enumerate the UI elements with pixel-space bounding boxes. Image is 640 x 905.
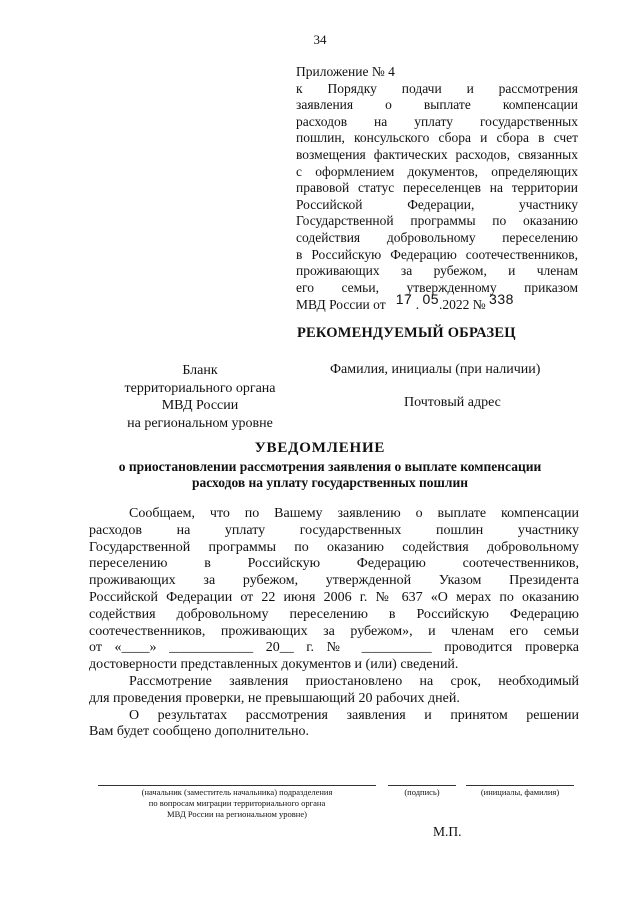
- name-caption: (инициалы, фамилия): [480, 787, 560, 797]
- caption-line: МВД России на региональном уровне): [167, 809, 307, 819]
- official-position-line: [98, 785, 376, 786]
- blank-line: на региональном уровне: [127, 415, 273, 431]
- blank-line: территориального органа: [124, 380, 276, 396]
- appendix-line: с оформлением документов, определяющих: [296, 163, 578, 179]
- order-year: .2022: [439, 297, 470, 313]
- notice-subtitle: [90, 459, 570, 491]
- notice-body: [89, 506, 579, 741]
- stamp-placeholder: М.П.: [433, 824, 462, 839]
- appendix-line: заявления о выплате компенсации: [296, 97, 578, 113]
- official-position-caption: [98, 787, 376, 820]
- order-number: 338: [489, 291, 514, 308]
- order-no-label: №: [472, 297, 486, 313]
- body-line: Рассмотрение заявления приостановлено на срок, необходимый: [129, 673, 579, 689]
- appendix-line: к Порядку подачи и рассмотрения: [296, 80, 578, 96]
- order-month: 05: [422, 291, 440, 308]
- notice-subtitle-line: расходов на уплату государственных пошлин: [191, 475, 469, 490]
- appendix-order-line: МВД России от 17 . 05.2022 № 338: [296, 291, 514, 313]
- name-line: [466, 785, 574, 786]
- body-line: для проведения проверки, не превышающий 20 рабочих дней.: [89, 690, 460, 706]
- recipient-name-label: Фамилия, инициалы (при наличии): [330, 362, 541, 377]
- appendix-line: возмещения фактических расходов, связанных: [296, 146, 578, 162]
- body-line: от «____» ____________ 20__ г. № __________ проводится проверка: [89, 640, 579, 656]
- caption-line: по вопросам миграции территориального органа: [148, 798, 326, 808]
- appendix-title: Приложение № 4: [296, 64, 395, 79]
- appendix-line: правовой статус переселенцев на территории: [296, 180, 578, 196]
- body-line: расходов на уплату государственных пошлин участнику: [89, 522, 579, 538]
- appendix-line: его семьи, утвержденному приказом: [296, 279, 578, 295]
- appendix-header: [296, 64, 578, 314]
- letterhead-blank: [100, 362, 300, 432]
- signature-caption: (подпись): [404, 787, 440, 797]
- appendix-line: в Российскую Федерацию соотечественников,: [296, 246, 578, 262]
- body-line: Вам будет сообщено дополнительно.: [89, 724, 309, 740]
- page-number: 34: [313, 32, 327, 47]
- appendix-line: проживающих за рубежом, и членам: [296, 263, 578, 279]
- notice-title: УВЕДОМЛЕНИЕ: [254, 440, 386, 456]
- appendix-line: содействия добровольному переселению: [296, 229, 578, 245]
- body-line: Государственной программы по оказанию содействия добровольному: [89, 539, 579, 555]
- order-day: 17: [395, 291, 413, 308]
- body-line: О результатах рассмотрения заявления и принятом решении: [129, 707, 579, 723]
- appendix-line: Российской Федерации, участнику: [296, 196, 578, 212]
- appendix-line: пошлин, консульского сбора и сбора в счет: [296, 130, 578, 146]
- body-line: Российской Федерации от 22 июня 2006 г. № 637 «О мерах по оказанию: [89, 589, 579, 605]
- signature-line: [388, 785, 456, 786]
- order-prefix: МВД России от: [296, 297, 386, 313]
- notice-subtitle-line: о приостановлении рассмотрения заявления о выплате компенсации: [118, 459, 542, 474]
- blank-line: Бланк: [182, 363, 218, 378]
- body-line: содействия добровольному переселению в Российскую Федерацию: [89, 606, 579, 622]
- body-line: Сообщаем, что по Вашему заявлению о выплате компенсации: [129, 506, 579, 521]
- body-line: соотечественников, проживающих за рубежом», и членам его семьи: [89, 623, 579, 639]
- appendix-line: расходов на уплату государственных: [296, 113, 578, 129]
- appendix-line: Государственной программы по оказанию: [296, 213, 578, 229]
- sample-title: РЕКОМЕНДУЕМЫЙ ОБРАЗЕЦ: [297, 325, 516, 341]
- body-line: достоверности представленных документов и (или) сведений.: [89, 657, 459, 673]
- blank-line: МВД России: [161, 398, 239, 413]
- body-line: проживающих за рубежом, утвержденной Указом Президента: [89, 573, 579, 589]
- body-line: переселению в Российскую Федерацию соотечественников,: [89, 556, 579, 572]
- recipient-address-label: Почтовый адрес: [404, 395, 501, 410]
- caption-line: (начальник (заместитель начальника) подразделения: [141, 787, 333, 797]
